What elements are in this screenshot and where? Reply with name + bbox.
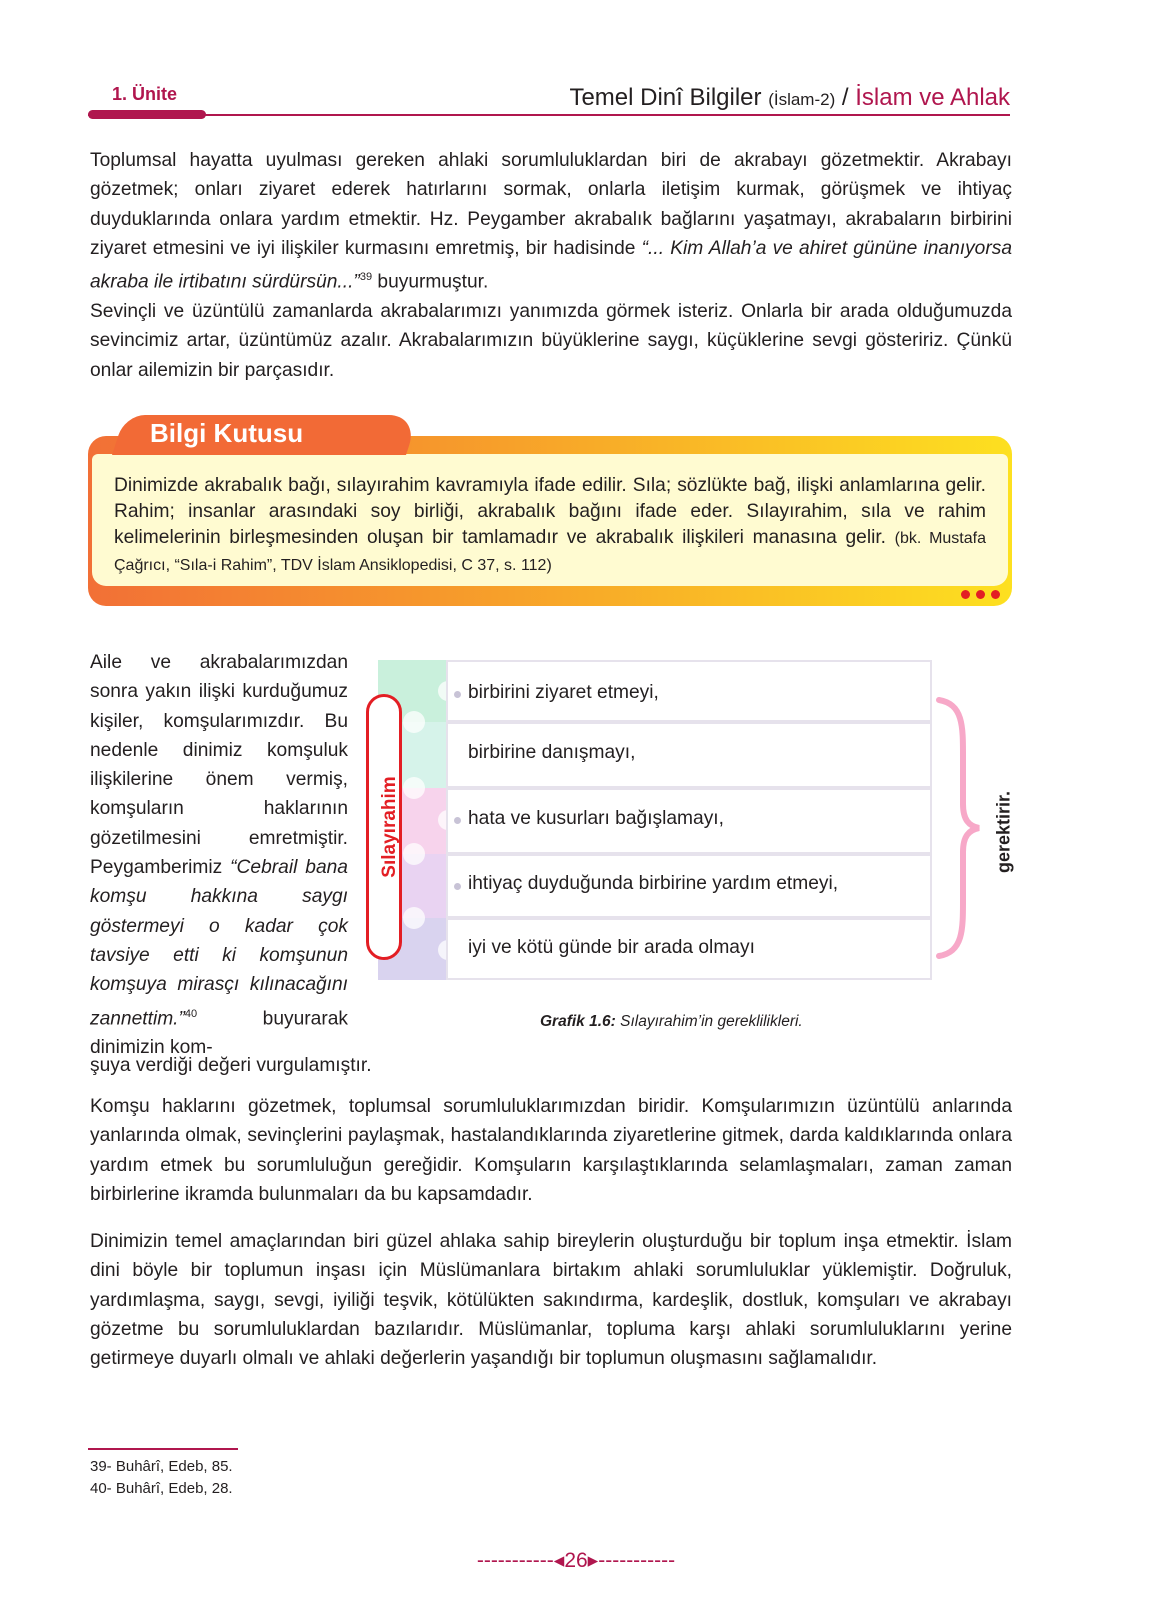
page-dashes-left: ----------- <box>476 1549 554 1572</box>
bullet-icon <box>454 817 461 824</box>
unit-label: 1. Ünite <box>112 84 178 104</box>
page-title <box>569 84 1010 112</box>
title-separator: / <box>841 84 849 111</box>
info-box-title: Bilgi Kutusu <box>150 418 304 448</box>
title-section: İslam ve Ahlak <box>855 84 1010 111</box>
title-main: Temel Dinî Bilgiler <box>569 84 762 111</box>
page-dashes-right: ----------- <box>598 1549 676 1572</box>
footnote-ref-39: 39 <box>359 271 373 284</box>
info-box-dots-icon <box>961 590 1000 599</box>
bullet-icon <box>454 691 461 698</box>
paragraph-1 <box>90 146 1012 297</box>
requirement-3: hata ve kusurları bağışlamayı, <box>468 808 724 829</box>
title-sub: (İslam-2) <box>768 90 836 109</box>
sila-label: Sılayırahim <box>379 776 400 878</box>
header-rule <box>88 114 1010 116</box>
side-last-line: şuya verdiği değeri vurgulamıştır. <box>90 1055 372 1076</box>
side-paragraph <box>90 648 348 1063</box>
gerektirir-label: gerektirir. <box>993 790 1014 874</box>
page-marker-icon: ▸ <box>587 1549 599 1572</box>
paragraph-3: Komşu haklarını gözetmek, toplumsal sorumluluklarımızdan biridir. Komşularımızın üzüntülü anlarında yanlarında olmak, sevinçlerini paylaşmak, hastalandıklarında ziyaretlerine gitmek, darda kaldıklarında onlara yardım etmek bu sorumluluğun gereğidir. Komşuların karşılaştıklarında selamlaşmaları, zaman zaman birbirlerine ikramda bulunmaları da bu kapsamdadır. <box>90 1096 1012 1205</box>
page-number: 26 <box>564 1549 588 1572</box>
page-number-bar <box>0 1548 1152 1573</box>
side-text-a: Aile ve akrabalarımızdan sonra yakın ilişki kurduğumuz kişiler, komşularımızdır. Bu nedenle dinimiz komşuluk ilişkilerine önem vermiş, komşuların haklarının gözetilmesini emretmiştir. Peygamberimiz <box>90 652 348 879</box>
figure-caption-number: Grafik 1.6: <box>540 1013 616 1030</box>
paragraph-4: Dinimizin temel amaçlarından biri güzel ahlaka sahip bireylerin oluşturduğu bir toplum inşa etmektir. İslam dini böyle bir toplumun inşası için Müslümanlara birtakım ahlaki sorumluluklar yüklemiştir. Doğruluk, yardımlaşma, saygı, sevgi, iyiliği teşvik, kötülükten sakındırma, kardeşlik, dostluk, komşuları ve akrabayı gözetme bu sorumluluklardan bazılarıdır. Müslümanlar, topluma karşı ahlaki sorumluluklarını yerine getirmeye duyarlı olmalı ve ahlaki değerlerin yaşandığı bir toplumun oluşmasını sağlamalıdır. <box>90 1231 1012 1370</box>
footnote-39: 39- Buhârî, Edeb, 85. <box>90 1458 233 1475</box>
footnote-ref-40: 40 <box>184 1007 198 1020</box>
requirement-4: ihtiyaç duyduğunda birbirine yardım etmeyi, <box>468 873 839 894</box>
footnote-40: 40- Buhârî, Edeb, 28. <box>90 1480 233 1497</box>
hadith-quote: “... Kim Allah’a ve ahiret gününe inanıyorsa akraba ile irtibatını sürdürsün...” <box>90 237 1012 293</box>
footnote-rule <box>88 1448 238 1450</box>
curly-brace-icon <box>933 696 983 960</box>
paragraph-1-text-b: buyurmuştur. <box>372 271 489 293</box>
info-box-ref: (bk. Mustafa Çağrıcı, “Sıla-i Rahim”, TDV İslam Ansiklopedisi, C 37, s. 112) <box>114 530 986 574</box>
paragraph-1-text-a: Toplumsal hayatta uyulması gereken ahlaki sorumluluklardan biri de akrabayı gözetmektir. Akrabayı gözetmek; onları ziyaret ederek hatırlarını sormak, onlarla iletişim kurmak, görüşmek ve ihtiyaç duyduklarında onlara yardım etmektir. Hz. Peygamber akrabalık bağlarını yaşatmayı, akrabaların birbirini ziyaret etmesini ve iyi ilişkiler kurmasını emretmiş, bir hadisinde <box>90 150 1012 259</box>
header-rule-accent <box>88 110 206 119</box>
info-box-text <box>114 473 986 579</box>
side-quote: “Cebrail bana komşu hakkına saygı göstermeyi o kadar çok tavsiye etti ki komşunun komşuya mirasçı kılınacağını zannettim.” <box>90 857 348 1029</box>
requirement-1: birbirini ziyaret etmeyi, <box>468 682 659 703</box>
requirement-2: birbirine danışmayı, <box>468 742 636 763</box>
figure-caption-text: Sılayırahim’in gereklilikleri. <box>615 1013 803 1030</box>
info-box-body: Dinimizde akrabalık bağı, sılayırahim kavramıyla ifade edilir. Sıla; sözlükte bağ, ilişki anlamlarına gelir. Rahim; insanlar arasındaki soy birliği, akrabalık bağını ifade eder. Sılayırahim, sıla ve rahim kelimelerinin birleşmesinden oluşan bir tamlamadır ve akrabalık ilişkileri manasına gelir. <box>114 475 986 548</box>
sila-diagram <box>378 660 1014 996</box>
side-text-b: buyurarak dinimizin kom- <box>90 1007 348 1059</box>
page-marker-icon: ◂ <box>553 1549 565 1572</box>
requirement-5: iyi ve kötü günde bir arada olmayı <box>468 937 755 958</box>
figure-caption <box>540 1013 803 1031</box>
paragraph-2: Sevinçli ve üzüntülü zamanlarda akrabalarımızı yanımızda görmek isteriz. Onlarla bir arada olduğumuzda sevincimiz artar, üzüntümüz azalır. Akrabalarımızın büyüklerine saygı, küçüklerine sevgi gösteririz. Çünkü onlar ailemizin bir parçasıdır. <box>90 301 1012 381</box>
bullet-icon <box>454 883 461 890</box>
